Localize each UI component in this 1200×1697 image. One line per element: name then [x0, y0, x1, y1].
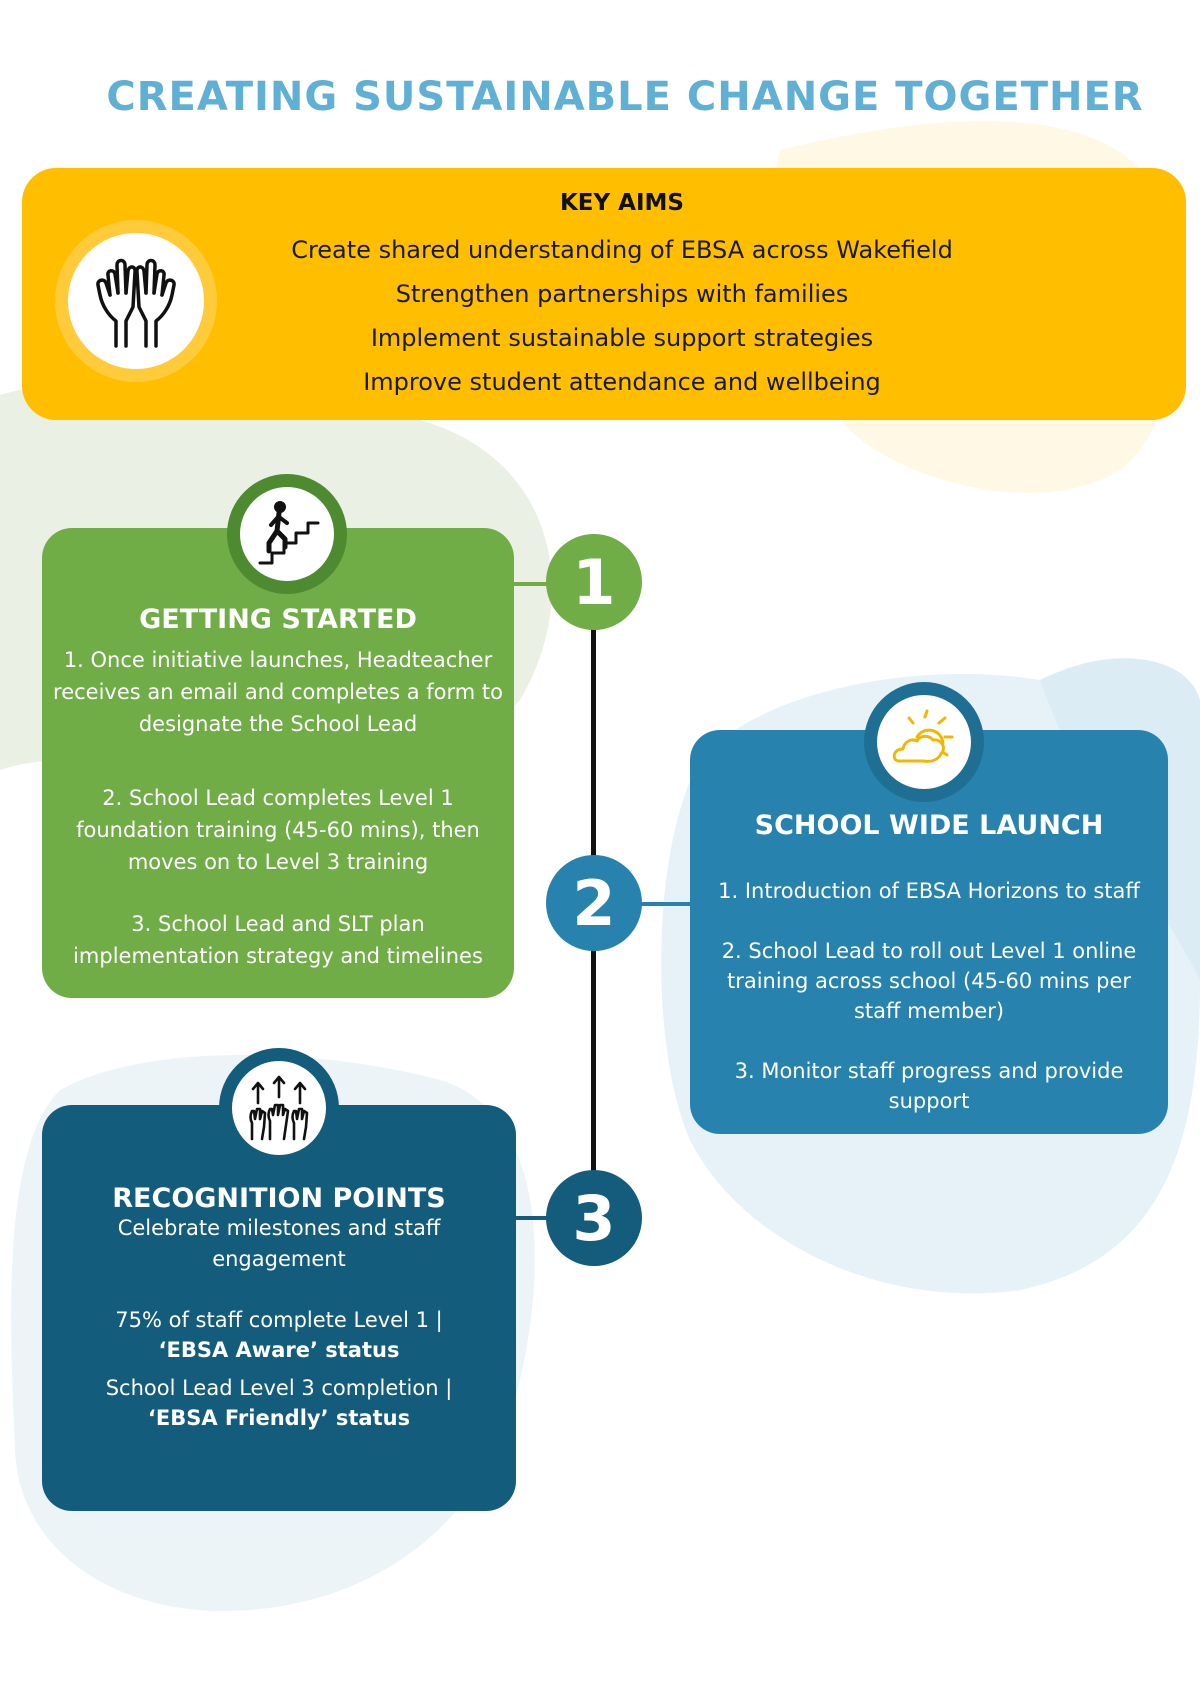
raised-hands-icon [68, 233, 204, 369]
step-2-connector [640, 902, 690, 906]
recognition-points-icon-badge [219, 1048, 339, 1168]
key-aim-item: Create shared understanding of EBSA across Wakefield [291, 236, 953, 264]
step-item: 2. School Lead completes Level 1 foundation training (45-60 mins), then moves on to Level 3 training [76, 786, 480, 874]
key-aims-heading: KEY AIMS [559, 190, 684, 216]
step-item: 3. School Lead and SLT plan implementation strategy and timelines [73, 912, 483, 968]
getting-started-icon-badge [227, 474, 347, 594]
sun-cloud-icon [877, 695, 971, 789]
key-aims-list [242, 228, 1002, 404]
milestone-text: 75% of staff complete Level 1 | [115, 1308, 443, 1332]
card-subtitle: Celebrate milestones and staff engagement [117, 1216, 441, 1271]
page-title: CREATING SUSTAINABLE CHANGE TOGETHER [106, 74, 1144, 120]
raised-hands-arrows-icon [232, 1061, 326, 1155]
step-item: 3. Monitor staff progress and provide support [734, 1059, 1124, 1113]
milestone-item [62, 1305, 496, 1365]
milestone-status: ‘EBSA Aware’ status [158, 1338, 400, 1362]
step-item: 1. Once initiative launches, Headteacher receives an email and completes a form to designate the School Lead [53, 648, 503, 736]
key-aim-item: Strengthen partnerships with families [395, 280, 849, 308]
milestone-text: School Lead Level 3 completion | [105, 1376, 453, 1400]
step-3-number: 3 [546, 1170, 642, 1266]
card-heading: RECOGNITION POINTS [112, 1183, 446, 1214]
milestone-status: ‘EBSA Friendly’ status [147, 1406, 411, 1430]
step-item: 2. School Lead to roll out Level 1 online training across school (45-60 mins per staff member) [721, 939, 1137, 1023]
step-item: 1. Introduction of EBSA Horizons to staff [718, 879, 1140, 903]
climbing-stairs-icon [240, 487, 334, 581]
getting-started-card [42, 528, 514, 998]
key-aims-banner [22, 168, 1186, 420]
step-1-number: 1 [546, 534, 642, 630]
step-2-number: 2 [546, 855, 642, 951]
card-heading: GETTING STARTED [139, 604, 417, 635]
card-heading: SCHOOL WIDE LAUNCH [754, 810, 1104, 841]
key-aim-item: Implement sustainable support strategies [370, 324, 874, 352]
key-aim-item: Improve student attendance and wellbeing [363, 368, 881, 396]
key-aims-icon-badge [55, 220, 217, 382]
milestone-item [62, 1373, 496, 1433]
school-wide-launch-icon-badge [864, 682, 984, 802]
